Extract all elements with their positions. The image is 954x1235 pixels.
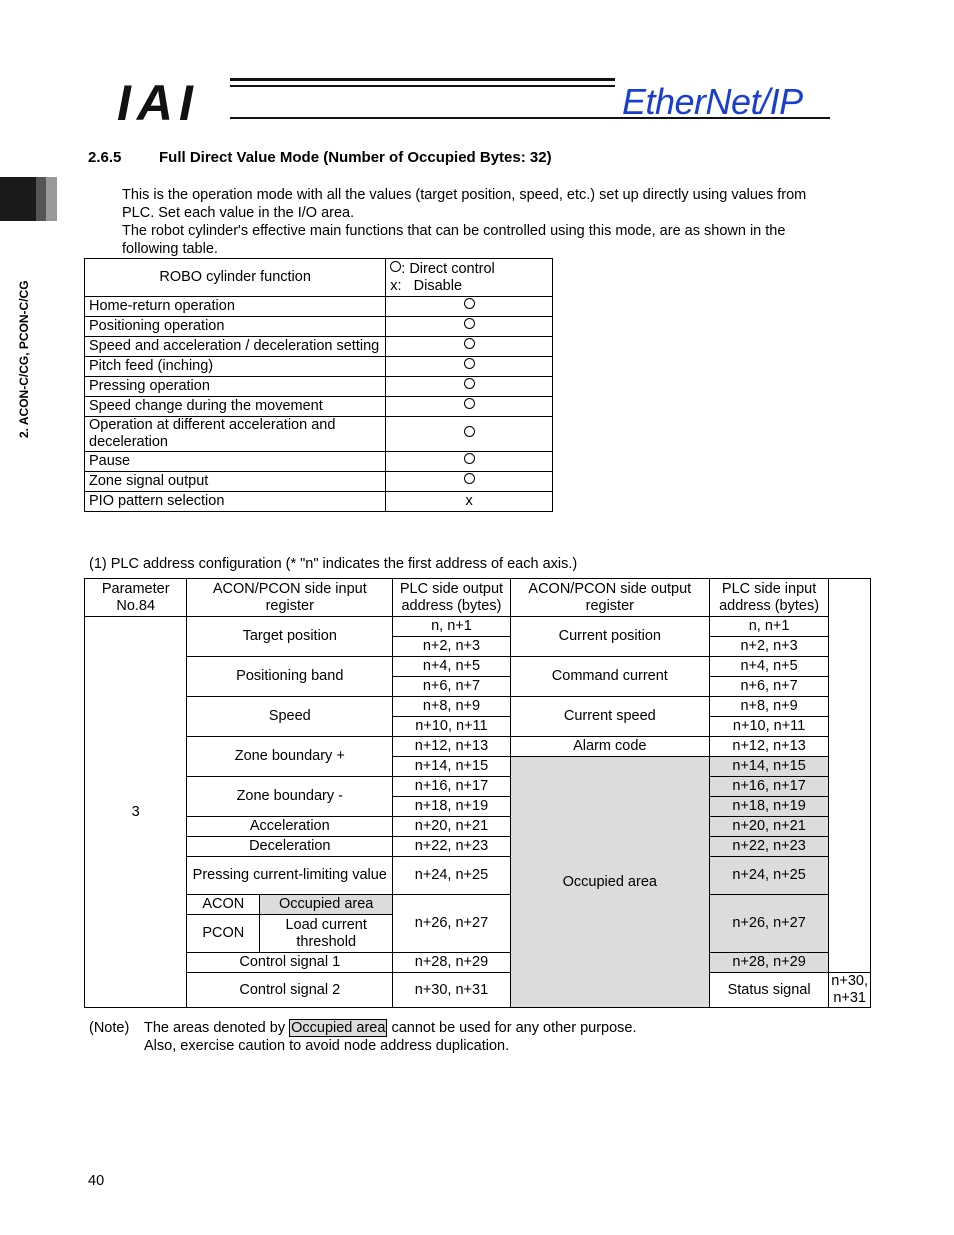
function-row [85, 452, 553, 472]
input-address-header: PLC side input address (bytes) [709, 579, 828, 617]
plc-caption: (1) PLC address configuration (* "n" indicates the first address of each axis.) [89, 556, 578, 572]
output-register-header: ACON/PCON side output register [510, 579, 709, 617]
function-row [85, 472, 553, 492]
circle-icon [464, 378, 475, 389]
circle-icon [464, 426, 475, 437]
output-register: Status signal [709, 973, 828, 1008]
output-address-header: PLC side output address (bytes) [393, 579, 511, 617]
param-header: Parameter No.84 [85, 579, 187, 617]
output-address: n+26, n+27 [393, 895, 511, 953]
input-address: n+2, n+3 [709, 637, 828, 657]
intro-line: PLC. Set each value in the I/O area. [122, 205, 355, 221]
input-address: n, n+1 [709, 617, 828, 637]
input-address: n+14, n+15 [709, 757, 828, 777]
output-address: n+28, n+29 [393, 953, 511, 973]
chapter-tab-marker [0, 177, 57, 221]
input-register: Zone boundary + [187, 737, 393, 777]
input-address: n+10, n+11 [709, 717, 828, 737]
circle-icon [464, 318, 475, 329]
output-address: n+14, n+15 [393, 757, 511, 777]
function-row [85, 492, 553, 512]
input-address: n+22, n+23 [709, 837, 828, 857]
function-availability [386, 472, 553, 492]
input-register: Pressing current-limiting value [187, 857, 393, 895]
section-title-text: Full Direct Value Mode (Number of Occupied Bytes: 32) [159, 149, 552, 166]
circle-icon [390, 261, 401, 272]
input-address: n+12, n+13 [709, 737, 828, 757]
input-address: n+16, n+17 [709, 777, 828, 797]
circle-icon [464, 298, 475, 309]
acon-occupied: Occupied area [260, 895, 393, 915]
note-lead: (Note) [89, 1020, 130, 1036]
input-register: Control signal 2 [187, 973, 393, 1008]
output-address: n+22, n+23 [393, 837, 511, 857]
output-address: n+10, n+11 [393, 717, 511, 737]
function-table [84, 258, 553, 512]
section-title [88, 149, 552, 166]
output-address: n+4, n+5 [393, 657, 511, 677]
input-register: Zone boundary - [187, 777, 393, 817]
function-name: Pressing operation [85, 377, 386, 397]
input-address: n+4, n+5 [709, 657, 828, 677]
section-number: 2.6.5 [88, 149, 122, 166]
function-availability [386, 377, 553, 397]
output-register: Command current [510, 657, 709, 697]
intro-line: The robot cylinder's effective main functions that can be controlled using this mode, are as shown in the [122, 223, 786, 239]
note-text: The areas denoted by [144, 1020, 290, 1036]
function-name: Home-return operation [85, 297, 386, 317]
circle-icon [464, 338, 475, 349]
circle-icon [464, 453, 475, 464]
function-row [85, 377, 553, 397]
function-name: Speed and acceleration / deceleration setting [85, 337, 386, 357]
table-row [85, 777, 871, 797]
input-register: Target position [187, 617, 393, 657]
output-register: Alarm code [510, 737, 709, 757]
plc-address-table [84, 578, 871, 1008]
circle-icon [464, 358, 475, 369]
input-register: Positioning band [187, 657, 393, 697]
function-name: Zone signal output [85, 472, 386, 492]
output-address: n+20, n+21 [393, 817, 511, 837]
function-availability [386, 337, 553, 357]
pcon-load-current: Load current threshold [260, 915, 393, 953]
function-name: Pause [85, 452, 386, 472]
table-row [85, 657, 871, 677]
function-row [85, 417, 553, 452]
intro-line: This is the operation mode with all the values (target position, speed, etc.) set up directly using values from [122, 187, 807, 203]
function-table-header [85, 259, 553, 297]
legend-disable-symbol: x: [390, 277, 402, 294]
function-availability [386, 417, 553, 452]
function-name: PIO pattern selection [85, 492, 386, 512]
output-register: Current position [510, 617, 709, 657]
ethernet-ip-logo: EtherNet/IP [622, 81, 803, 122]
input-address: n+6, n+7 [709, 677, 828, 697]
input-register: Acceleration [187, 817, 393, 837]
function-row [85, 337, 553, 357]
function-row [85, 297, 553, 317]
plc-table-header [85, 579, 871, 617]
table-row [85, 973, 871, 1008]
note-text: cannot be used for any other purpose. [387, 1020, 637, 1036]
output-address: n, n+1 [393, 617, 511, 637]
table-row [85, 817, 871, 837]
input-address: n+20, n+21 [709, 817, 828, 837]
intro-paragraph [122, 186, 882, 258]
legend-direct: : Direct control [401, 260, 495, 277]
table-row [85, 857, 871, 895]
circle-icon [464, 473, 475, 484]
function-row [85, 397, 553, 417]
input-address: n+26, n+27 [709, 895, 828, 953]
output-address: n+8, n+9 [393, 697, 511, 717]
table-row [85, 697, 871, 717]
note [89, 1019, 637, 1055]
output-register: Current speed [510, 697, 709, 737]
iai-logo: IAI [117, 75, 199, 131]
function-name: Positioning operation [85, 317, 386, 337]
input-register: Deceleration [187, 837, 393, 857]
output-address: n+6, n+7 [393, 677, 511, 697]
input-address: n+30, n+31 [829, 973, 871, 1008]
function-name: Operation at different acceleration and deceleration [85, 417, 386, 452]
table-row [85, 737, 871, 757]
param-value: 3 [85, 617, 187, 1008]
pcon-label: PCON [187, 915, 260, 953]
function-availability [386, 397, 553, 417]
table-row [85, 895, 871, 915]
input-register-header: ACON/PCON side input register [187, 579, 393, 617]
legend-cell [386, 259, 553, 297]
legend-disable: Disable [413, 277, 463, 294]
function-row [85, 317, 553, 337]
output-address: n+30, n+31 [393, 973, 511, 1008]
function-availability [386, 357, 553, 377]
output-address: n+16, n+17 [393, 777, 511, 797]
function-name: Pitch feed (inching) [85, 357, 386, 377]
header-rule [230, 78, 630, 123]
acon-label: ACON [187, 895, 260, 915]
function-header-cell: ROBO cylinder function [85, 259, 386, 297]
function-name: Speed change during the movement [85, 397, 386, 417]
table-row [85, 953, 871, 973]
output-address: n+24, n+25 [393, 857, 511, 895]
function-availability: x [386, 492, 553, 512]
input-address: n+8, n+9 [709, 697, 828, 717]
table-row [85, 617, 871, 637]
function-availability [386, 297, 553, 317]
table-row [85, 837, 871, 857]
input-register: Control signal 1 [187, 953, 393, 973]
note-line-2: Also, exercise caution to avoid node address duplication. [144, 1038, 510, 1054]
input-address: n+24, n+25 [709, 857, 828, 895]
intro-line: following table. [122, 241, 218, 257]
occupied-area-highlight: Occupied area [291, 1020, 386, 1036]
output-address: n+2, n+3 [393, 637, 511, 657]
function-row [85, 357, 553, 377]
chapter-side-label: 2. ACON-C/CG, PCON-C/CG [17, 280, 31, 438]
note-line-1 [89, 1019, 637, 1037]
page-number: 40 [88, 1173, 105, 1189]
input-register: Speed [187, 697, 393, 737]
output-address: n+12, n+13 [393, 737, 511, 757]
output-address: n+18, n+19 [393, 797, 511, 817]
input-address: n+18, n+19 [709, 797, 828, 817]
circle-icon [464, 398, 475, 409]
function-availability [386, 452, 553, 472]
function-availability [386, 317, 553, 337]
input-address: n+28, n+29 [709, 953, 828, 973]
occupied-area-cell: Occupied area [510, 757, 709, 1008]
